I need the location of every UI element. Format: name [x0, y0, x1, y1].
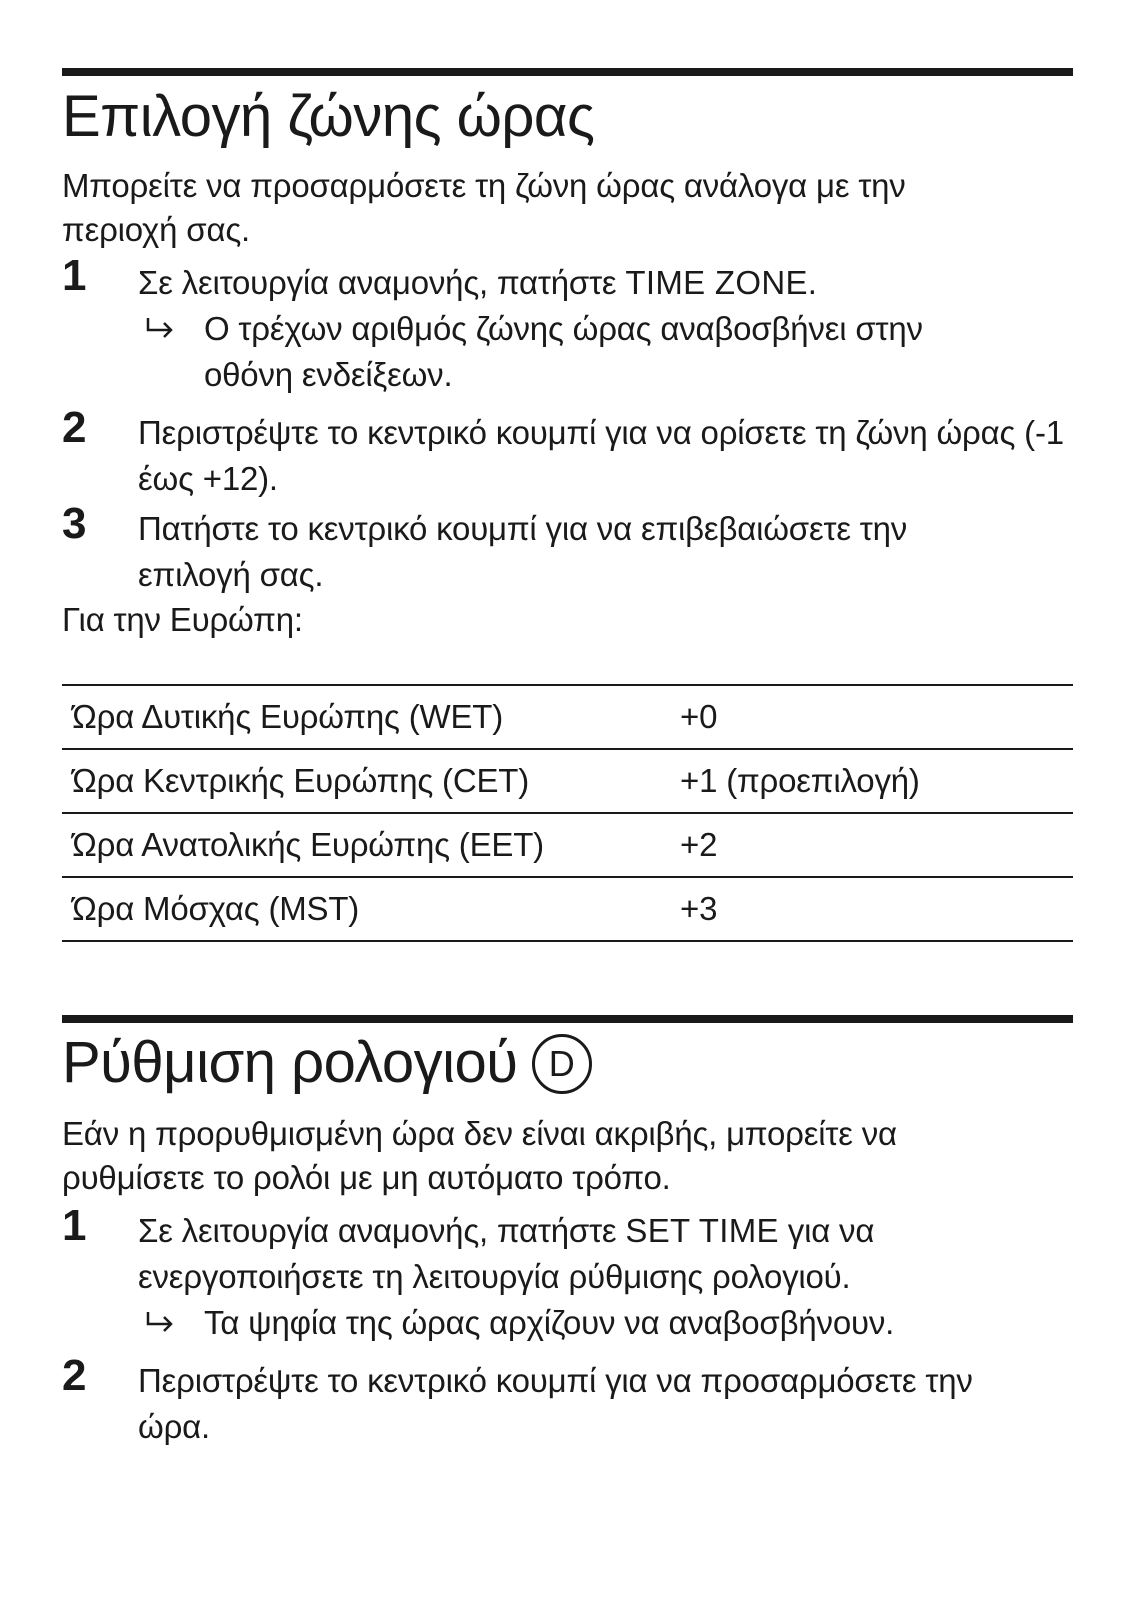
europe-label: Για την Ευρώπη:: [62, 601, 303, 638]
section-rule: [62, 1015, 1073, 1023]
result-arrow-icon: [138, 1300, 186, 1346]
step-text: Περιστρέψτε το κεντρικό κουμπί για να ορίσετε τη ζώνη ώρας (-1 έως +12).: [138, 414, 1064, 497]
intro-paragraph: Εάν η προρυθμισμένη ώρα δεν είναι ακριβής, μπορείτε να ρυθμίσετε το ρολόι με μη αυτόματο τρόπο.: [62, 1115, 897, 1196]
offset-cell: +0: [670, 685, 1073, 749]
offset-cell: +2: [670, 813, 1073, 877]
zone-cell: Ώρα Ανατολικής Ευρώπης (EET): [62, 813, 670, 877]
callout-d-badge: D: [532, 1034, 592, 1094]
step-number: 1: [62, 1201, 87, 1250]
step-text-post: .: [807, 264, 817, 301]
step-result-text: Ο τρέχων αριθμός ζώνης ώρας αναβοσβήνει στην οθόνη ενδείξεων.: [204, 310, 923, 393]
result-arrow-icon: [138, 306, 186, 352]
table-row: [62, 685, 1073, 749]
section-title: [62, 1030, 592, 1096]
step-result-text: Τα ψηφία της ώρας αρχίζουν να αναβοσβήνουν.: [204, 1304, 895, 1341]
step-text: [138, 1208, 958, 1300]
time-zone-table: [62, 684, 1073, 942]
intro-paragraph: Μπορείτε να προσαρμόσετε τη ζώνη ώρας ανάλογα με την περιοχή σας.: [62, 167, 906, 248]
zone-cell: Ώρα Δυτικής Ευρώπης (WET): [62, 685, 670, 749]
step-text: Περιστρέψτε το κεντρικό κουμπί για να προσαρμόσετε την ώρα.: [138, 1362, 973, 1445]
step-result: [138, 306, 1078, 398]
section-title-text: Ρύθμιση ρολογιού: [62, 1030, 518, 1095]
section-rule: [62, 68, 1073, 76]
table-row: [62, 749, 1073, 813]
zone-cell: Ώρα Μόσχας (MST): [62, 877, 670, 941]
step-number: 2: [62, 1351, 87, 1400]
offset-cell: +3: [670, 877, 1073, 941]
table-row: [62, 813, 1073, 877]
table-row: [62, 877, 1073, 941]
section-title: Επιλογή ζώνης ώρας: [62, 84, 595, 149]
step-number: 3: [62, 499, 87, 548]
step-number: 1: [62, 251, 87, 300]
zone-cell: Ώρα Κεντρικής Ευρώπης (CET): [62, 749, 670, 813]
step-text-pre: Σε λειτουργία αναμονής, πατήστε: [138, 264, 626, 301]
key-label-time-zone: TIME ZONE: [625, 264, 808, 301]
step-number: 2: [62, 403, 87, 452]
step-text: [138, 260, 1078, 306]
step-text-pre: Σε λειτουργία αναμονής, πατήστε: [138, 1212, 626, 1249]
step-text: Πατήστε το κεντρικό κουμπί για να επιβεβαιώσετε την επιλογή σας.: [138, 510, 908, 593]
step-result: [138, 1300, 1078, 1346]
step-text-post: για να ενεργοποιήσετε τη λειτουργία ρύθμισης ρολογιού.: [138, 1212, 875, 1295]
offset-cell: +1 (προεπιλογή): [670, 749, 1073, 813]
key-label-set-time: SET TIME: [625, 1212, 779, 1249]
